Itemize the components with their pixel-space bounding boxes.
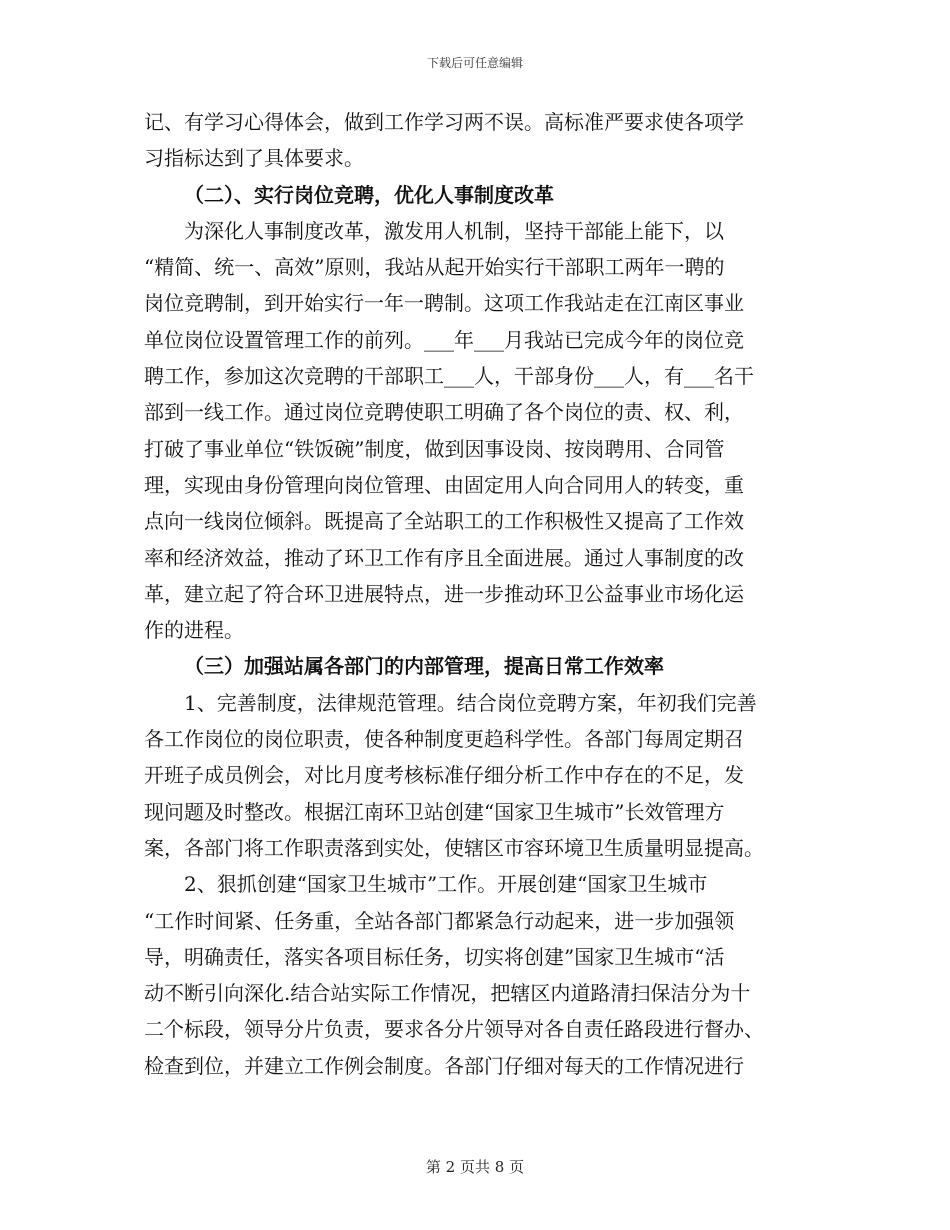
paragraph-line: 开班子成员例会，对比月度考核标准仔细分析工作中存在的不足，发	[144, 763, 744, 788]
paragraph-line: 习指标达到了具体要求。	[144, 146, 364, 171]
paragraph-line: 单位岗位设置管理工作的前列。___年___月我站已完成今年的岗位竞	[144, 327, 744, 352]
paragraph-line: 率和经济效益，推动了环卫工作有序且全面进展。通过人事制度的改	[144, 545, 744, 570]
paragraph-line: “工作时间紧、任务重，全站各部门都紧急行动起来，进一步加强领	[144, 908, 735, 933]
paragraph-line: 为深化人事制度改革，激发用人机制，坚持干部能上能下，以	[184, 218, 724, 243]
paragraph-line: 二个标段，领导分片负责，要求各分片领导对各自责任路段进行督办、	[144, 1017, 764, 1042]
paragraph-line: 1、完善制度，法律规范管理。结合岗位竞聘方案，年初我们完善	[184, 690, 757, 715]
paragraph-line: 革，建立起了符合环卫进展特点，进一步推动环卫公益事业市场化运	[144, 581, 744, 606]
section-heading: （二）、实行岗位竞聘，优化人事制度改革	[184, 182, 554, 207]
paragraph-line: 作的进程。	[144, 618, 244, 643]
page-footer: 第 2 页共 8 页	[425, 1158, 525, 1176]
paragraph-line: 2、狠抓创建“国家卫生城市”工作。开展创建“国家卫生城市	[184, 872, 708, 897]
paragraph-line: 动不断引向深化.结合站实际工作情况，把辖区内道路清扫保洁分为十	[144, 981, 751, 1006]
paragraph-line: 打破了事业单位“铁饭碗”制度，做到因事设岗、按岗聘用、合同管	[144, 436, 725, 461]
paragraph-line: 聘工作，参加这次竞聘的干部职工___人，干部身份___人，有___名干	[144, 364, 754, 389]
paragraph-line: “精简、统一、高效”原则，我站从起开始实行干部职工两年一聘的	[144, 255, 725, 280]
paragraph-line: 部到一线工作。通过岗位竞聘使职工明确了各个岗位的责、权、利，	[144, 400, 744, 425]
paragraph-line: 案，各部门将工作职责落到实处，使辖区市容环境卫生质量明显提高。	[144, 835, 764, 860]
paragraph-line: 各工作岗位的岗位职责，使各种制度更趋科学性。各部门每周定期召	[144, 727, 744, 752]
section-heading: （三）加强站属各部门的内部管理，提高日常工作效率	[184, 654, 664, 679]
page-header: 下载后可任意编辑	[426, 56, 523, 70]
paragraph-line: 现问题及时整改。根据江南环卫站创建“国家卫生城市”长效管理方	[144, 799, 725, 824]
paragraph-line: 记、有学习心得体会，做到工作学习两不误。高标准严要求使各项学	[144, 110, 744, 134]
paragraph-line: 理，实现由身份管理向岗位管理、由固定用人向合同用人的转变，重	[144, 472, 744, 497]
paragraph-line: 导，明确责任，落实各项目标任务，切实将创建”国家卫生城市“活	[144, 944, 725, 969]
paragraph-line: 岗位竞聘制，到开始实行一年一聘制。这项工作我站走在江南区事业	[144, 291, 744, 316]
paragraph-line: 点向一线岗位倾斜。既提高了全站职工的工作积极性又提高了工作效	[144, 509, 744, 534]
document-body	[144, 104, 808, 1084]
paragraph-line: 检查到位，并建立工作例会制度。各部门仔细对每天的工作情况进行	[144, 1053, 744, 1078]
